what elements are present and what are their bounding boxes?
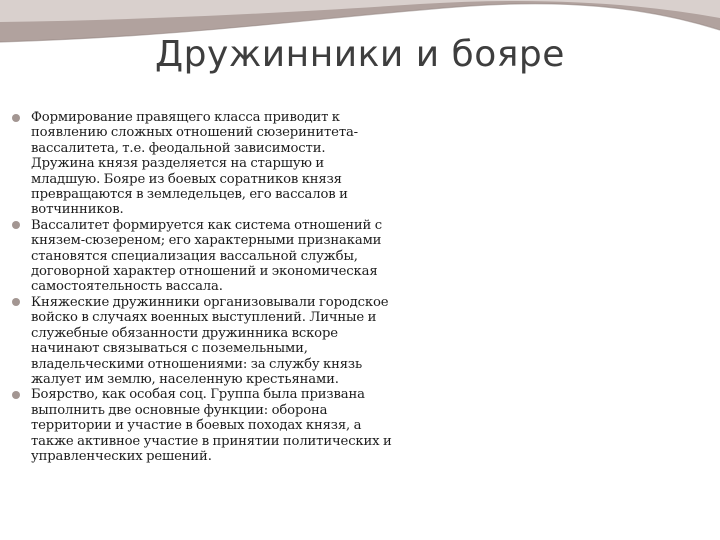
bullet-text: Боярство, как особая соц. Группа была призвана выполнить две основные функции: оборона территории и участие в боевых походах князя, а также активное участие в принятии политических и управленческих решений. [31,387,392,464]
bullet-text: Княжеские дружинники организовывали городское войско в случаях военных выступлений. Личные и служебные обязанности дружинника вскоре начинают связываться с поземельными, владельческими отношениями: за службу князь жалует им землю, населенную крестьянами. [31,294,389,387]
bullet-list [12,110,392,464]
bullet-dot-icon [12,391,20,399]
bullet-item [12,295,392,387]
slide-title: Дружинники и бояре [155,34,565,75]
bullet-dot-icon [12,298,20,306]
bullet-item [12,110,392,218]
bullet-text: Формирование правящего класса приводит к появлению сложных отношений сюзеринитета-вассалитета, т.е. феодальной зависимости. Дружина князя разделяется на старшую и младшую. Бояре из боевых соратников князя превращаются в земледельцев, его вассалов и вотчинников. [31,110,358,218]
bullet-item [12,387,392,464]
bullet-item [12,218,392,295]
bullet-text: Вассалитет формируется как система отношений с князем-сюзереном; его характерными признаками становятся специализация вассальной службы, договорной характер отношений и экономическая самостоятельность вассала. [31,217,382,295]
bullet-dot-icon [12,221,20,229]
bullet-dot-icon [12,114,20,122]
